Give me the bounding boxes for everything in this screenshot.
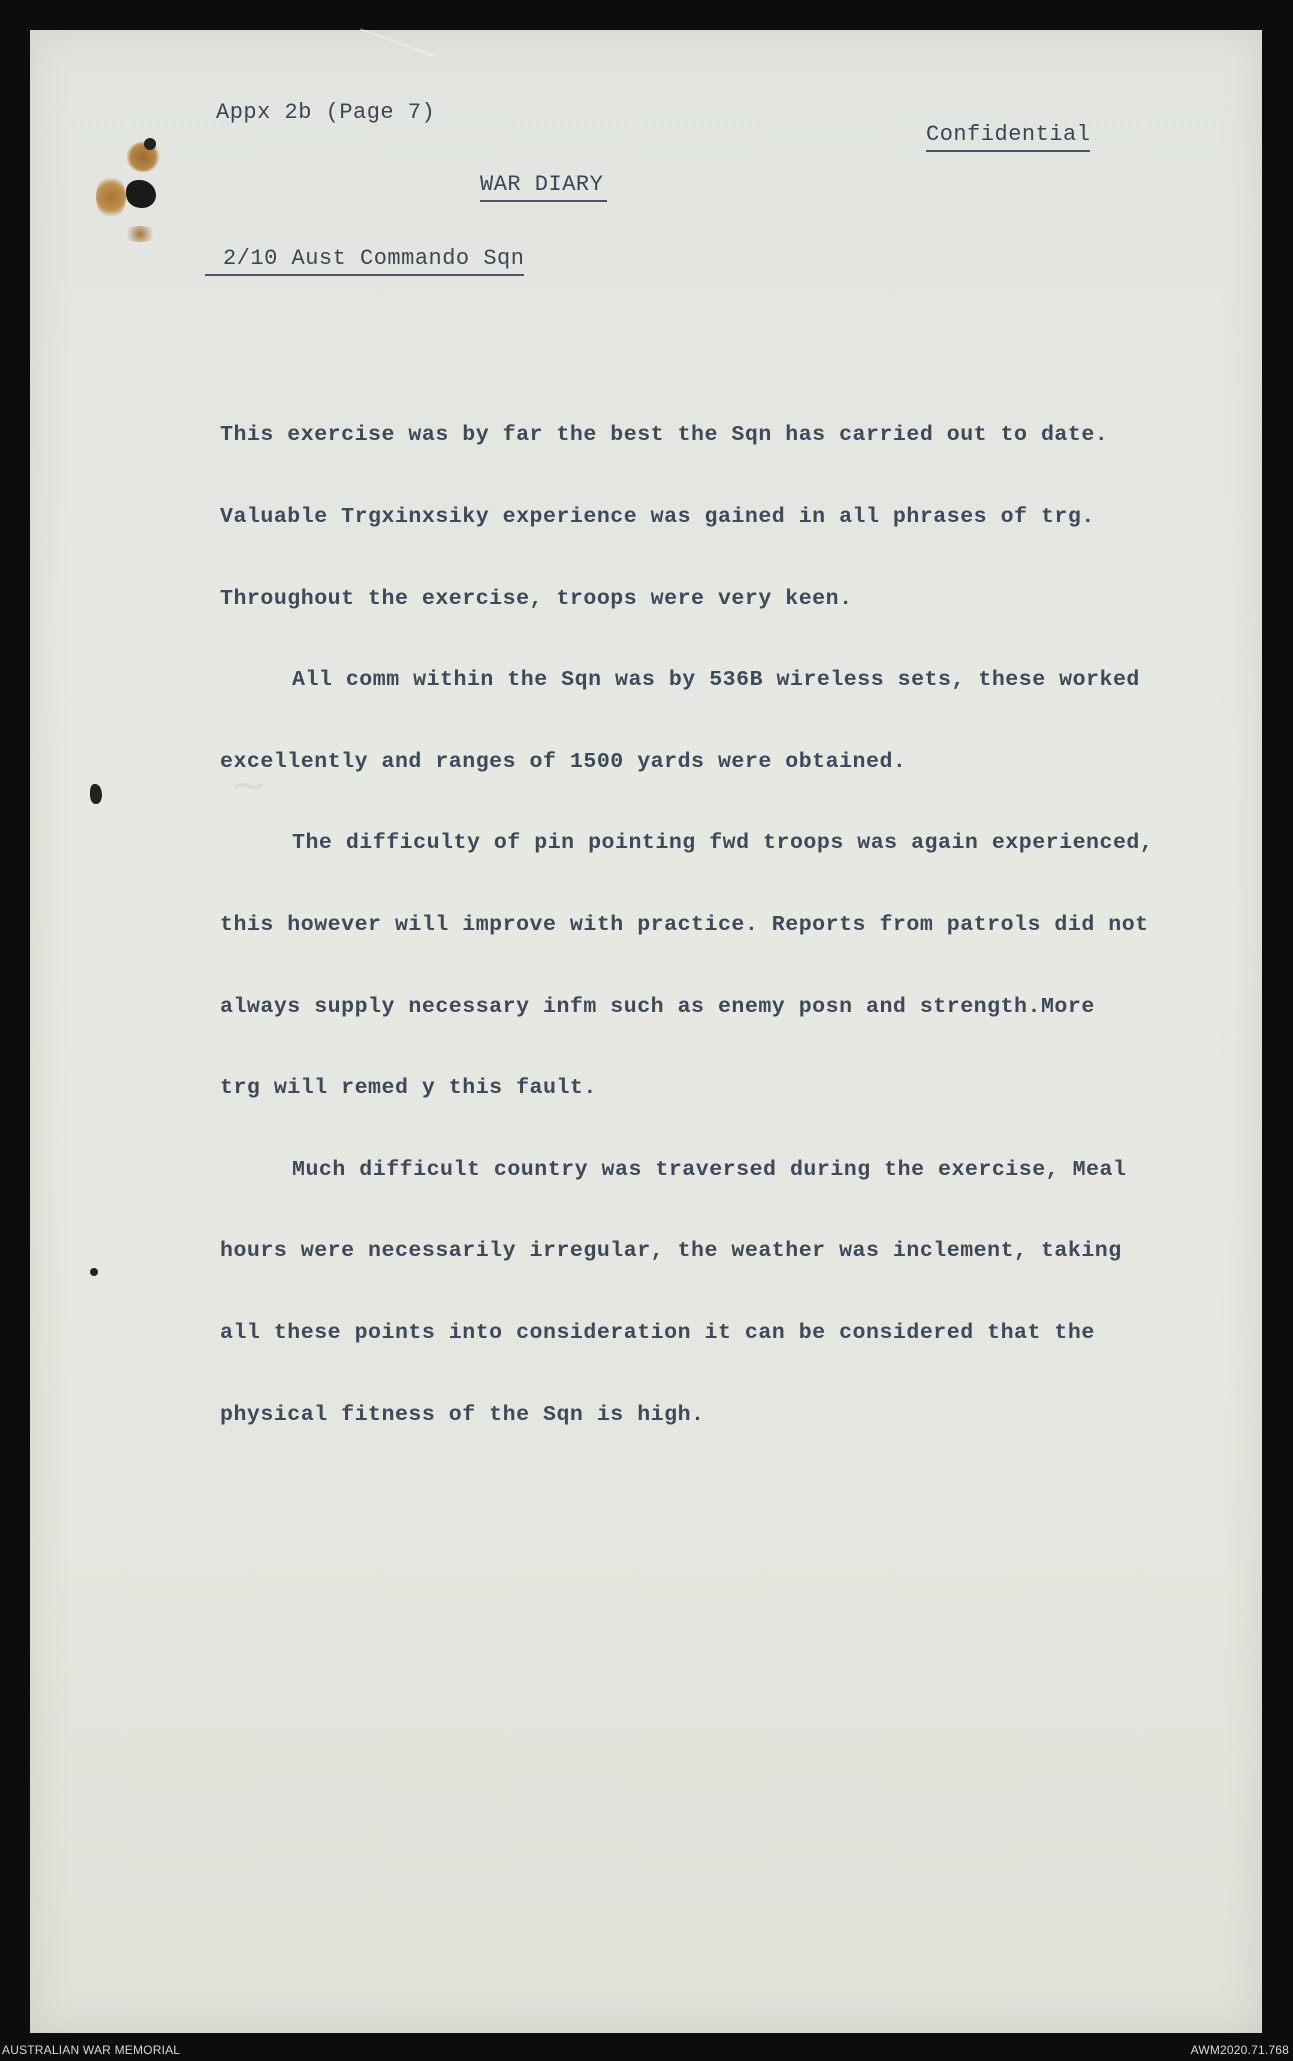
body-line: All comm within the Sqn was by 536B wireless sets, these worked [292,668,1140,693]
body-line: Throughout the exercise, troops were very keen. [220,586,853,611]
body-line: Valuable Trgxinxsiky experience was gained in all phrases of trg. [220,505,1095,529]
classification-label: Confidential [926,122,1090,152]
body-line: The difficulty of pin pointing fwd troops was again experienced, [292,831,1154,856]
footer-accession-number: AWM2020.71.768 [1190,2043,1289,2057]
footer-institution: AUSTRALIAN WAR MEMORIAL [2,2043,181,2057]
body-line: this however will improve with practice. Reports from patrols did not [220,912,1149,937]
rust-stain [96,175,126,219]
diary-body [220,368,1153,1456]
page-title: WAR DIARY [480,172,607,202]
faint-pencil-mark: ~ [230,760,267,811]
body-line: physical fitness of the Sqn is high. [220,1402,705,1427]
body-line: Much difficult country was traversed during the exercise, Meal [292,1157,1127,1182]
body-line: all these points into consideration it can be considered that the [220,1320,1095,1345]
appendix-reference: Appx 2b (Page 7) [216,100,436,125]
punch-hole [126,180,156,208]
paper-fold [360,28,436,57]
body-line: This exercise was by far the best the Sqn has carried out to date. [220,423,1109,448]
unit-name: 2/10 Aust Commando Sqn [205,246,524,276]
ink-dot [90,1268,98,1276]
body-line: hours were necessarily irregular, the weather was inclement, taking [220,1239,1122,1264]
rust-stain [122,226,158,242]
body-line: excellently and ranges of 1500 yards were obtained. [220,749,907,774]
body-line: always supply necessary infm such as enemy posn and strength.More [220,994,1095,1019]
ink-dot [90,784,102,804]
body-line: trg will remed y this fault. [220,1076,597,1101]
ink-dot [144,138,156,150]
